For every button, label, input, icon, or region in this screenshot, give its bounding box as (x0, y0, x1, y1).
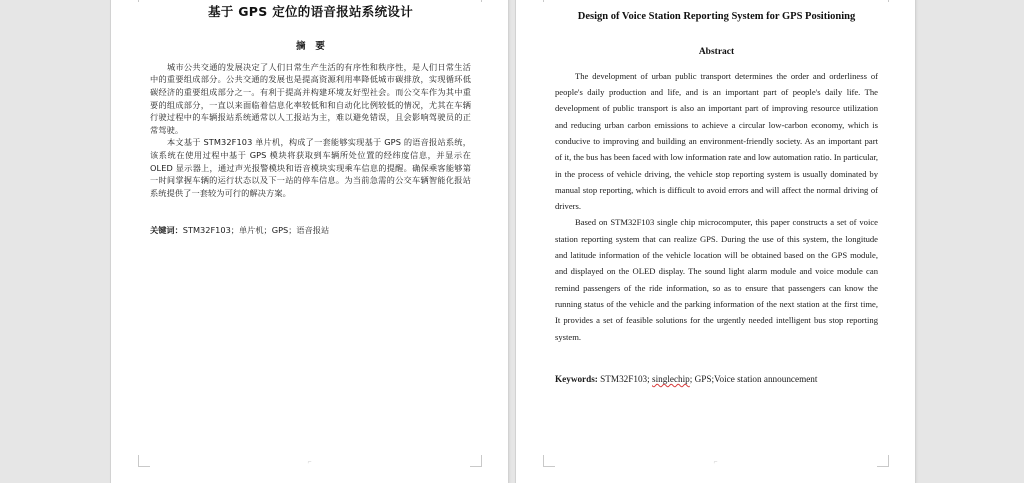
document-page-chinese[interactable] (111, 0, 508, 483)
document-page-english[interactable] (516, 0, 915, 483)
abstract-paragraph: 本文基于 STM32F103 单片机，构成了一套能够实现基于 GPS 的语音报站系统，该系统在使用过程中基于 GPS 模块将获取到车辆所处位置的经纬度信息，并显示在 OLED 显示器上，通过声光报警模块和语音模块实现乘车信息的提醒。确保乘客能够第一时间掌握车辆的运行状态以及下一站的停车信息。为当前急需的公交车辆智能化报站系统提供了一套较为可行的解决方案。 (150, 137, 471, 198)
keywords-value-chinese: STM32F103；单片机；GPS；语音报站 (182, 225, 330, 236)
page-text-body-english[interactable] (555, 0, 878, 387)
margin-mark-top-right (470, 0, 482, 2)
margin-mark-top-right (877, 0, 889, 2)
keywords-line-chinese (150, 224, 471, 237)
keywords-value-before: STM32F103; (597, 373, 652, 384)
page-footer-mark: ⌐ (307, 458, 312, 466)
section-heading-abstract-english: Abstract (698, 46, 735, 57)
keywords-label-english: Keywords: (555, 373, 598, 384)
abstract-paragraph: Based on STM32F103 single chip microcomputer, this paper constructs a set of voice station reporting system that can realize GPS. During the use of this system, the longitude and latitude information of the vehicle location will be obtained based on the GPS module, and displayed on the OLED display. The sound light alarm module and voice module can remind passengers of the ride information, so as to ensure that passengers can know the running status of the vehicle and the parking information of the next station at the first time, It provides a set of feasible solutions for the urgently needed intelligent bus stop reporting system. (555, 217, 878, 342)
abstract-paragraph: The development of urban public transport determines the order and orderliness of people's daily production and life, and is an important part of people's daily life. The development of public transport is also an important part of improving resource utilization and reducing urban carbon emissions to achieve a circular low-carbon economy, which is conducive to improving and building an environment-friendly society. As an important part of it, the bus has been faced with low information rate and low automation ratio. In particular, in the process of vehicle driving, the vehicle stop reporting system is usually dominated by manual stop reporting, which is difficult to avoid errors and will affect the normal driving of drivers. (555, 70, 878, 212)
section-heading-abstract-chinese: 摘 要 (295, 40, 326, 52)
keywords-line-english (555, 371, 878, 387)
page-title-chinese: 基于 GPS 定位的语音报站系统设计 (207, 4, 414, 19)
margin-mark-top-left (138, 0, 150, 2)
keywords-label-chinese: 关键词： (150, 225, 183, 236)
keywords-value-after: ; GPS;Voice station announcement (689, 373, 818, 384)
abstract-paragraph: 城市公共交通的发展决定了人们日常生产生活的有序性和秩序性，是人们日常生活中的重要组成部分。公共交通的发展也是提高资源利用率降低城市碳排放，实现循环低碳经济的重要组成部分之一。有利于提高并构建环境友好型社会。而公交车作为其中重要的组成部分，一直以来面临着信息化率较低和和自动化比例较低的情况，尤其在车辆行驶过程中的车辆报站系统通常以人工报站为主，难以避免错误，且会影响驾驶员的正常驾驶。 (150, 61, 471, 135)
page-text-body-chinese[interactable] (150, 0, 471, 237)
page-title-english: Design of Voice Station Reporting System for GPS Positioning (577, 11, 856, 22)
margin-mark-top-left (543, 0, 555, 2)
spellcheck-misspelled-word[interactable]: singlechip (652, 373, 690, 384)
page-footer-mark: ⌐ (713, 458, 718, 466)
